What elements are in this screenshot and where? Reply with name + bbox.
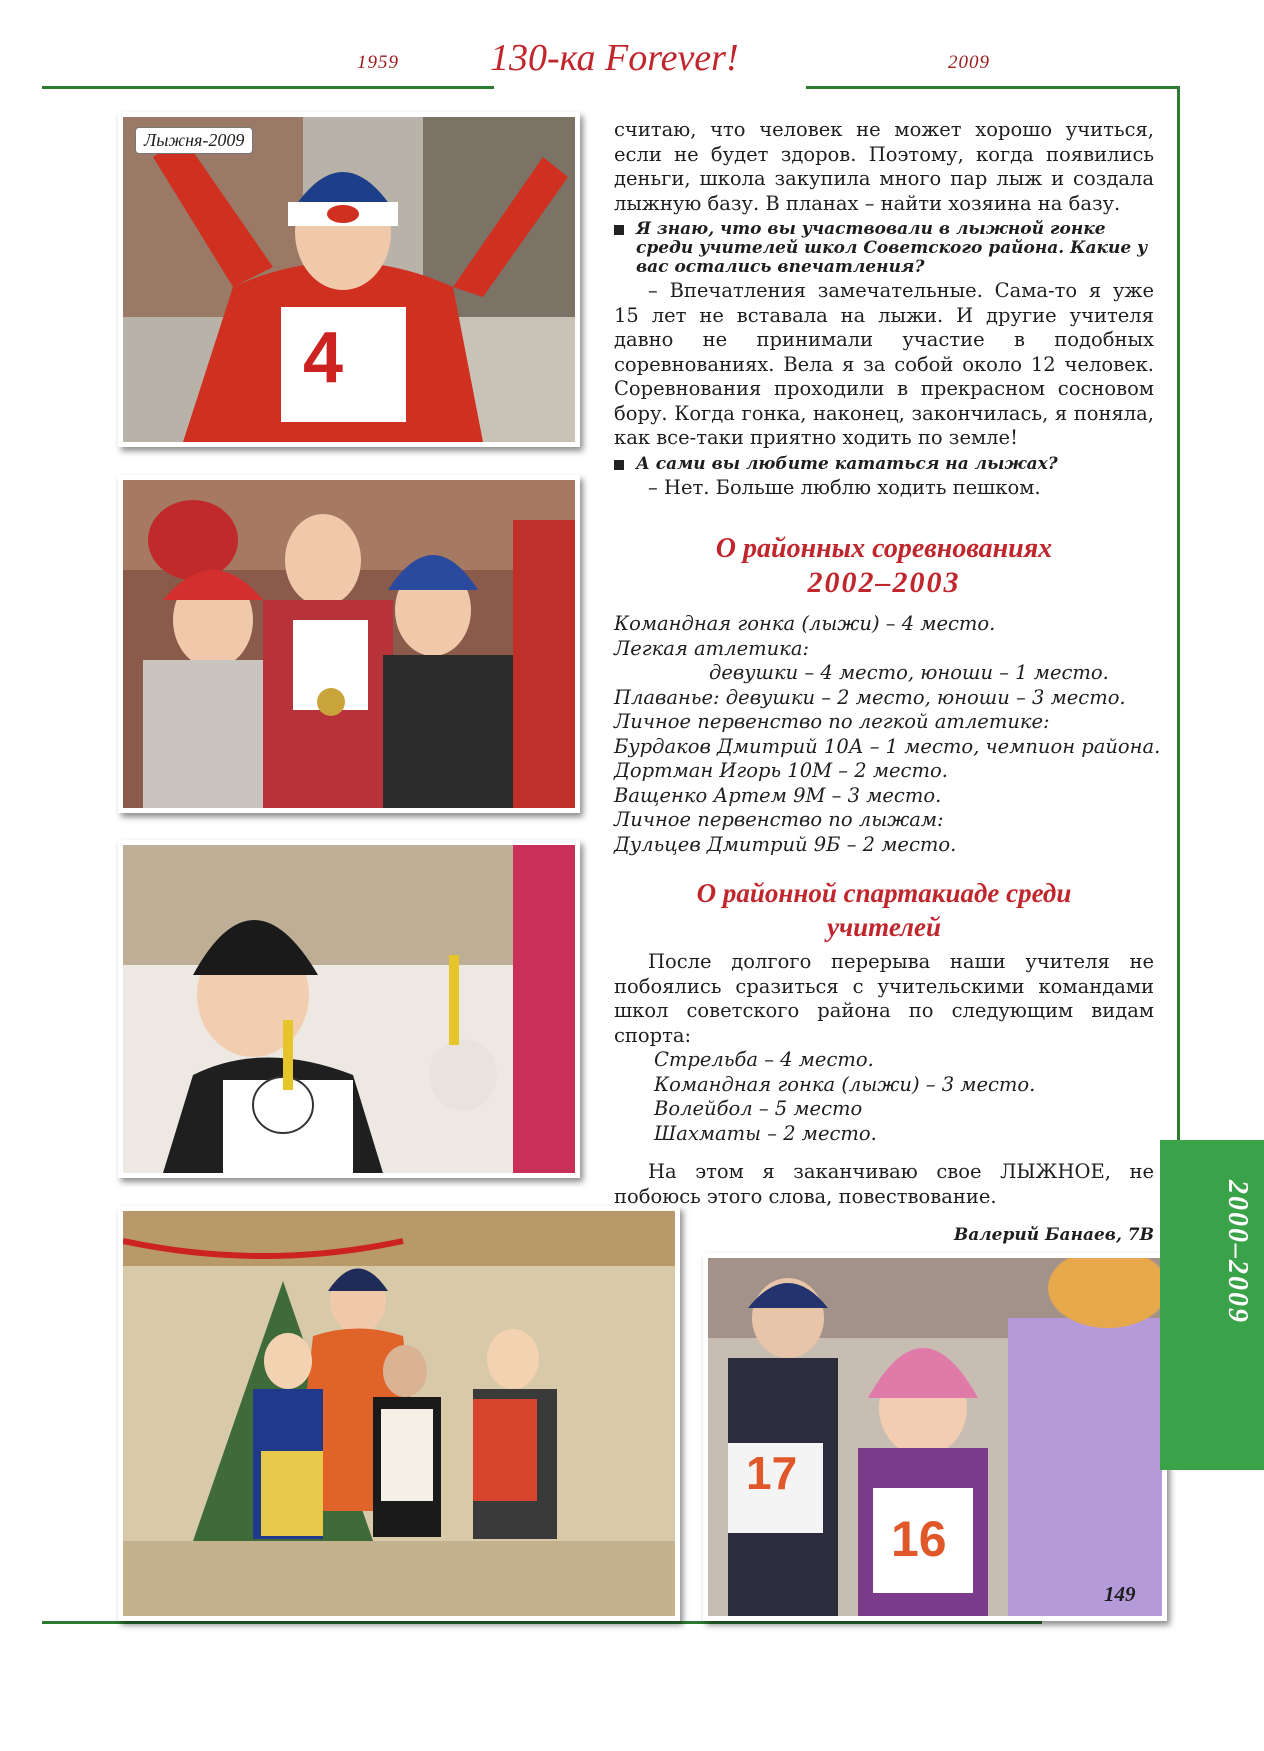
- photo-boy-with-poles: [118, 840, 580, 1178]
- photo-caption: Лыжня-2009: [135, 127, 253, 154]
- footer-rule: [42, 1621, 1042, 1624]
- section-heading-teacher-spartakiad: [614, 876, 1154, 944]
- result-line: Ващенко Артем 9М – 3 место.: [614, 783, 942, 807]
- result-line: Шахматы – 2 место.: [654, 1121, 877, 1145]
- header-year-left: 1959: [357, 52, 399, 73]
- result-line: девушки – 4 место, юноши – 1 место.: [709, 661, 1109, 684]
- bib-number: 4: [303, 318, 344, 398]
- result-line: Личное первенство по лыжам:: [614, 808, 944, 831]
- result-line: Личное первенство по легкой атлетике:: [614, 710, 1050, 733]
- bib-number-16: 16: [891, 1511, 947, 1567]
- result-line: Бурдаков Дмитрий 10А – 1 место, чемпион района.: [614, 734, 1161, 758]
- section-heading-district-competitions: [614, 532, 1154, 600]
- article-paragraph: считаю, что человек не может хорошо учиться, если не будет здоров. Поэтому, когда появились деньги, школа закупила много пар лыж и создала лыжную базу. В планах – найти хозяина на базу.: [614, 118, 1154, 215]
- bullet-icon: [614, 460, 624, 470]
- result-line: Дортман Игорь 10М – 2 место.: [614, 759, 948, 782]
- result-line: Плаванье: девушки – 2 место, юноши – 3 место.: [614, 685, 1126, 709]
- result-line: Дульцев Дмитрий 9Б – 2 место.: [614, 832, 957, 856]
- page-number: 149: [1104, 1582, 1136, 1606]
- header-rule-left: [42, 86, 494, 89]
- result-line: Командная гонка (лыжи) – 4 место.: [614, 612, 996, 635]
- decade-side-tab-label: 2000–2009: [1222, 1180, 1253, 1324]
- teacher-intro: После долгого перерыва наши учителя не побоялись сразиться с учительскими командами школ советского района по следующим видам спорта:: [614, 950, 1154, 1047]
- photo-girl-bib-4: [118, 112, 580, 447]
- teacher-section-text: [614, 950, 1154, 1248]
- photo-children-medals: [118, 475, 580, 813]
- section-heading-line: О районной спартакиаде среди: [696, 878, 1072, 908]
- interview-answer: – Нет. Больше люблю ходить пешком.: [648, 475, 1041, 499]
- section-heading-line: О районных соревнованиях: [715, 533, 1053, 564]
- result-line: Волейбол – 5 место: [654, 1097, 863, 1120]
- article-text: [614, 118, 1154, 500]
- closing-paragraph: На этом я заканчиваю свое ЛЫЖНОЕ, не побоюсь этого слова, повествование.: [614, 1160, 1154, 1208]
- section-heading-line: учителей: [827, 912, 941, 942]
- question-text: Я знаю, что вы участвовали в лыжной гонке среди учителей школ Советского района. Какие у вас остались впечатления?: [636, 219, 1148, 277]
- bullet-icon: [614, 225, 624, 235]
- header-year-right: 2009: [948, 52, 990, 73]
- interview-question: [614, 220, 1154, 277]
- result-line: Командная гонка (лыжи) – 3 место.: [654, 1072, 1036, 1096]
- photo-kids-bibs-17-16: [703, 1253, 1167, 1621]
- results-list: [614, 612, 1174, 857]
- result-line: Легкая атлетика:: [614, 636, 810, 660]
- interview-answer: – Впечатления замечательные. Сама-то я уже 15 лет не вставала на лыжи. И другие учителя давно не принимали участие в подобных соревнованиях. Вела я за собой около 12 человек. Соревнования проходили в прекрасном сосновом бору. Когда гонка, наконец, закончилась, я поняла, как все-таки приятно ходить по земле!: [614, 279, 1154, 449]
- header-rule-right: [806, 86, 1180, 89]
- interview-question: [614, 455, 1154, 474]
- question-text: А сами вы любите кататься на лыжах?: [636, 453, 1058, 474]
- frame-rule-right: [1177, 86, 1180, 1150]
- author-signature: Валерий Банаев, 7В: [953, 1225, 1154, 1245]
- teacher-results-list: [614, 1048, 1154, 1146]
- section-heading-years: 2002–2003: [807, 566, 961, 599]
- header-title: 130-ка Forever!: [490, 37, 739, 79]
- bib-number-17: 17: [746, 1447, 798, 1499]
- photo-award-ceremony: [118, 1206, 680, 1621]
- result-line: Стрельба – 4 место.: [654, 1048, 874, 1071]
